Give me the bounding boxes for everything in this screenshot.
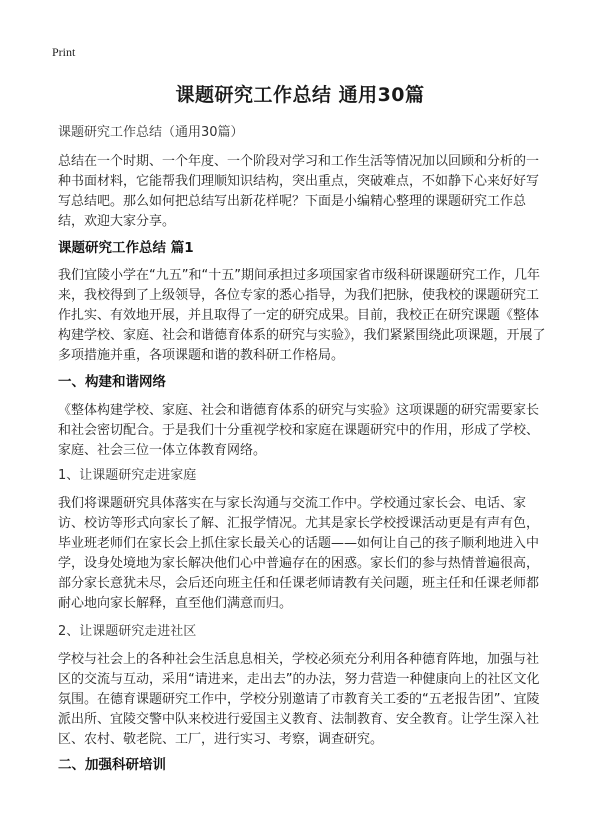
section-heading: 一、构建和谐网络	[58, 374, 166, 390]
print-link[interactable]: Print	[52, 45, 76, 59]
section-paragraph: 学校与社会上的各种社会生活息息相关，学校必须充分利用各种德育阵地，加强与社区的交流与互动，采用“请进来，走出去”的办法，努力营造一种健康向上的社区文化氛围。在德育课题研究工作中，学校分别邀请了市教育关工委的“五老报告团”、宜陵派出所、宜陵交警中队来校进行爱国主义教育、法制教育、安全教育。让学生深入社区、农村、敬老院、工厂，进行实习、考察，调查研究。	[58, 652, 540, 747]
document-subtitle: 课题研究工作总结（通用30篇）	[58, 125, 244, 140]
section-paragraph: 我们宜陵小学在“九五”和“十五”期间承担过多项国家省市级科研课题研究工作，几年来，我校得到了上级领导，各位专家的悉心指导，为我们把脉，使我校的课题研究工作扎实、有效地开展，并且取得了一定的研究成果。目前，我校正在研究课题《整体构建学校、家庭、社会和谐德育体系的研究与实验》，我们紧紧围绕此项课题，开展了多项措施并重，各项课题和谐的教科研工作格局。	[58, 268, 546, 363]
section-paragraph: 《整体构建学校、家庭、社会和谐德育体系的研究与实验》这项课题的研究需要家长和社会密切配合。于是我们十分重视学校和家庭在课题研究中的作用，形成了学校、家庭、社会三位一体立体教育网络。	[58, 403, 540, 458]
section-paragraph: 我们将课题研究具体落实在与家长沟通与交流工作中。学校通过家长会、电话、家访、校访等形式向家长了解、汇报学情况。尤其是家长学校授课活动更是有声有色，毕业班老师们在家长会上抓住家长最关心的话题——如何让自己的孩子顺利地进入中学，设身处境地为家长解决他们心中普遍存在的困惑。家长们的参与热情普遍很高，部分家长意犹未尽，会后还向班主任和任课老师请教有关问题，班主任和任课老师都耐心地向家长解释，直至他们满意而归。	[58, 496, 540, 611]
section-heading: 二、加强科研培训	[58, 757, 166, 773]
subsection-heading: 2、让课题研究走进社区	[58, 624, 197, 639]
section-heading: 课题研究工作总结 篇1	[58, 240, 194, 256]
subsection-heading: 1、让课题研究走进家庭	[58, 468, 197, 483]
page-title: 课题研究工作总结 通用30篇	[175, 84, 425, 106]
intro-paragraph: 总结在一个时期、一个年度、一个阶段对学习和工作生活等情况加以回顾和分析的一种书面材料，它能帮我们理顺知识结构，突出重点，突破难点，不如静下心来好好写写总结吧。那么如何把总结写出新花样呢？下面是小编精心整理的课题研究工作总结，欢迎大家分享。	[58, 154, 540, 229]
